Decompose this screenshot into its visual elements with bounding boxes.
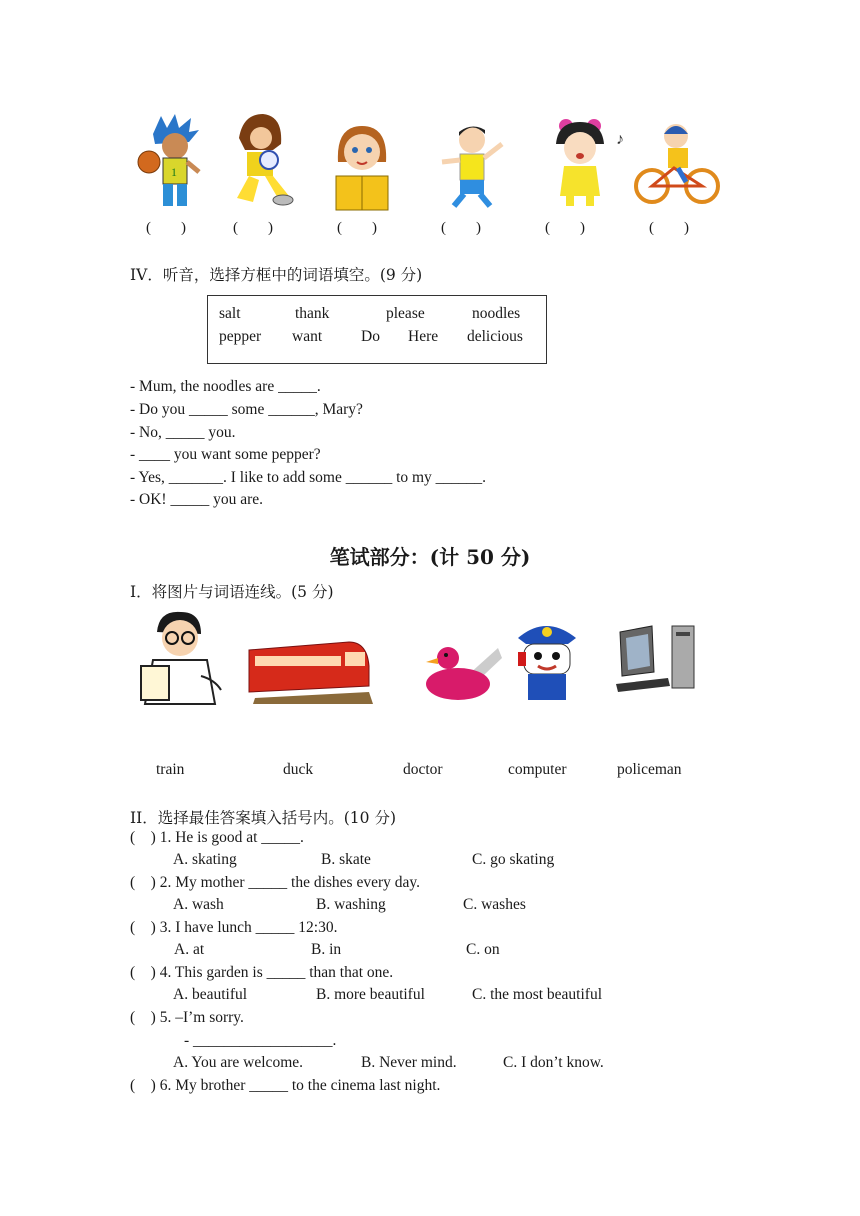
computer-picture <box>612 622 698 692</box>
match-word-policeman[interactable]: policeman <box>617 761 682 778</box>
match-word-computer[interactable]: computer <box>508 761 567 778</box>
q3-option-c[interactable]: C. on <box>466 941 500 958</box>
dialogue-line-5: - Yes, _______. I like to add some ______ to my ______. <box>130 469 487 486</box>
word-want: want <box>292 328 323 345</box>
girl-soccer-picture <box>225 110 297 210</box>
match-word-doctor[interactable]: doctor <box>403 761 443 778</box>
word-here: Here <box>408 328 439 345</box>
duck-picture <box>418 640 502 704</box>
question-5: ( ) 5. –I’m sorry. <box>130 1009 244 1026</box>
answer-paren-3[interactable]: ( ) <box>337 220 377 236</box>
answer-paren-1[interactable]: ( ) <box>146 220 186 236</box>
word-thank: thank <box>295 305 330 322</box>
svg-text:♪: ♪ <box>616 131 624 148</box>
boy-basketball-picture <box>133 112 213 212</box>
question-2: ( ) 2. My mother _____ the dishes every day. <box>130 874 420 891</box>
boy-dancing-picture <box>432 122 512 210</box>
word-pepper: pepper <box>219 328 262 345</box>
policeman-picture <box>510 614 584 706</box>
match-word-train[interactable]: train <box>156 761 185 778</box>
question-3: ( ) 3. I have lunch _____ 12:30. <box>130 919 338 936</box>
section-iv-heading: IV．听音，选择方框中的词语填空。(9 分) <box>130 266 423 284</box>
question-1: ( ) 1. He is good at _____. <box>130 829 304 846</box>
q3-option-a[interactable]: A. at <box>174 941 205 958</box>
dialogue-line-3: - No, _____ you. <box>130 424 236 441</box>
q5-answer-line: - __________________. <box>184 1032 337 1049</box>
q4-option-b[interactable]: B. more beautiful <box>316 986 425 1003</box>
answer-paren-6[interactable]: ( ) <box>649 220 689 236</box>
svg-text:1: 1 <box>171 165 177 179</box>
train-picture <box>245 636 373 704</box>
q3-option-b[interactable]: B. in <box>311 941 342 958</box>
word-do: Do <box>361 328 380 345</box>
dialogue-line-6: - OK! _____ you are. <box>130 491 264 508</box>
dialogue-line-2: - Do you _____ some ______, Mary? <box>130 401 363 418</box>
boy-cycling-picture <box>634 122 722 212</box>
q5-option-b[interactable]: B. Never mind. <box>361 1054 457 1071</box>
section-ii-heading: II．选择最佳答案填入括号内。(10 分) <box>130 809 396 827</box>
section-i-heading: I．将图片与词语连线。(5 分) <box>130 583 334 601</box>
answer-paren-4[interactable]: ( ) <box>441 220 481 236</box>
q2-option-a[interactable]: A. wash <box>173 896 224 913</box>
word-please: please <box>386 305 425 322</box>
q4-option-a[interactable]: A. beautiful <box>173 986 248 1003</box>
word-delicious: delicious <box>467 328 523 345</box>
girl-singing-picture <box>542 114 630 210</box>
answer-paren-5[interactable]: ( ) <box>545 220 585 236</box>
q2-option-c[interactable]: C. washes <box>463 896 526 913</box>
q4-option-c[interactable]: C. the most beautiful <box>472 986 603 1003</box>
doctor-picture <box>135 606 225 706</box>
match-word-duck[interactable]: duck <box>283 761 314 778</box>
written-part-title: 笔试部分：(计 50 分) <box>329 545 531 569</box>
word-box <box>207 295 547 364</box>
word-noodles: noodles <box>472 305 521 322</box>
q5-option-a[interactable]: A. You are welcome. <box>173 1054 304 1071</box>
question-4: ( ) 4. This garden is _____ than that one. <box>130 964 394 981</box>
word-salt: salt <box>219 305 241 322</box>
question-6: ( ) 6. My brother _____ to the cinema last night. <box>130 1077 441 1094</box>
q1-option-a[interactable]: A. skating <box>173 851 237 868</box>
q5-option-c[interactable]: C. I don’t know. <box>503 1054 604 1071</box>
q1-option-b[interactable]: B. skate <box>321 851 371 868</box>
answer-paren-2[interactable]: ( ) <box>233 220 273 236</box>
dialogue-line-1: - Mum, the noodles are _____. <box>130 378 321 395</box>
q2-option-b[interactable]: B. washing <box>316 896 386 913</box>
q1-option-c[interactable]: C. go skating <box>472 851 555 868</box>
dialogue-line-4: - ____ you want some pepper? <box>130 446 321 463</box>
girl-reading-picture <box>330 122 394 212</box>
